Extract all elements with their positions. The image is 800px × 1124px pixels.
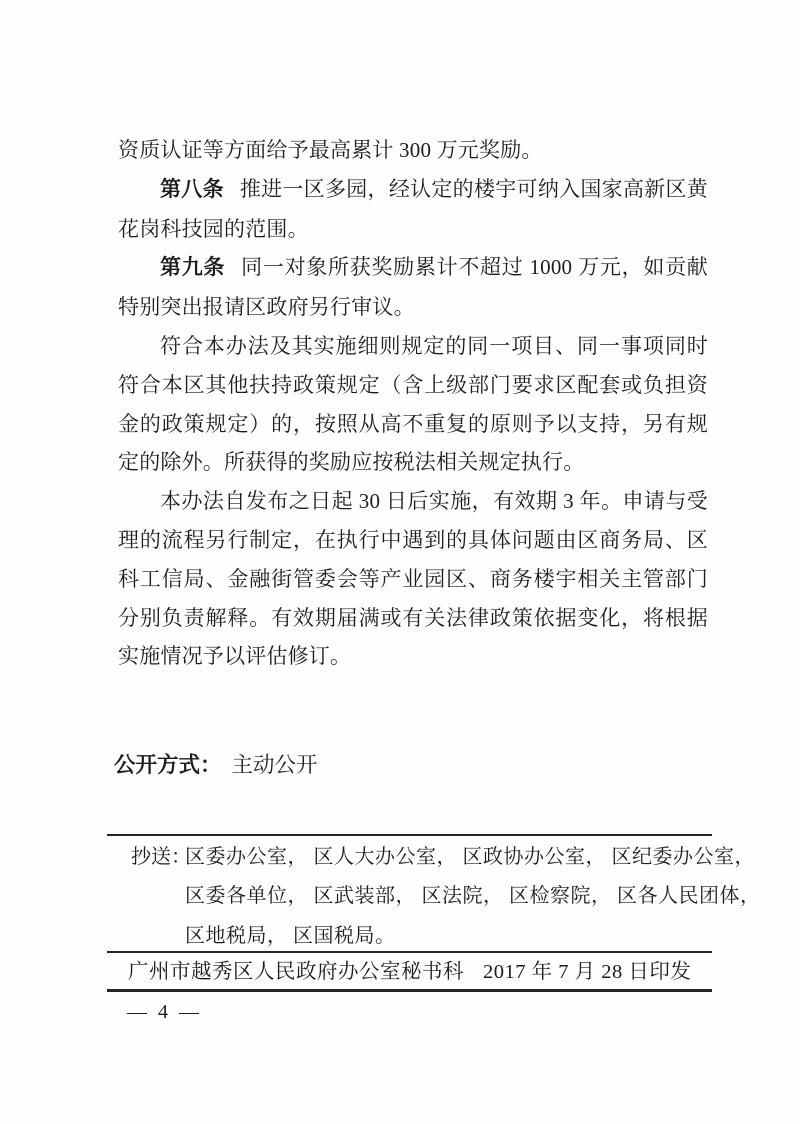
cc-line: 区委办公室， 区人大办公室， 区政协办公室， 区纪委办公室， xyxy=(185,846,755,868)
paragraph-continuation xyxy=(118,131,708,170)
cc-line: 区委各单位， 区武装部， 区法院， 区检察院， 区各人民团体， xyxy=(185,885,761,908)
document-body xyxy=(118,131,708,676)
cc-line: 区地税局， 区国税局。 xyxy=(185,924,396,947)
paragraph-text: 资质认证等方面给予最高累计 300 万元奖励。 xyxy=(118,138,543,162)
paragraph-text: 推进一区多园，经认定的楼宇可纳入国家高新区黄花岗科技园的范围。 xyxy=(118,176,708,241)
article-number-label: 第八条 xyxy=(160,177,224,201)
page-number: — 4 — xyxy=(127,1001,202,1023)
cc-label: 抄送： xyxy=(131,846,191,868)
imprint-date: 2017 年 7 月 28 日印发 xyxy=(483,961,692,983)
paragraph-overlap-rule xyxy=(118,327,708,482)
imprint-top-rule xyxy=(107,951,712,953)
cc-block-top-rule xyxy=(107,834,712,836)
disclosure-method-label: 公开方式： xyxy=(114,753,222,777)
disclosure-method-value: 主动公开 xyxy=(231,753,318,777)
paragraph-text: 本办法自发布之日起 30 日后实施，有效期 3 年。申请与受理的流程另行制定，在执行中遇到的具体问题由区商务局、区科工信局、金融街管委会等产业园区、商务楼宇相关主管部门分别负责解释。有效期届满或有关法律政策依据变化，将根据实施情况予以评估修订。 xyxy=(118,489,708,669)
paragraph-effective-period xyxy=(118,482,708,676)
article-number-label: 第九条 xyxy=(160,256,226,280)
paragraph-article-8 xyxy=(118,170,708,249)
imprint-issuer: 广州市越秀区人民政府办公室秘书科 xyxy=(128,961,464,983)
paragraph-text: 同一对象所获奖励累计不超过 1000 万元，如贡献特别突出报请区政府另行审议。 xyxy=(118,255,708,320)
cc-recipient-list xyxy=(185,838,761,956)
imprint-bottom-rule xyxy=(107,989,712,992)
paragraph-text: 符合本办法及其实施细则规定的同一项目、同一事项同时符合本区其他扶持政策规定（含上级部门要求区配套或负担资金的政策规定）的，按照从高不重复的原则予以支持，另有规定的除外。所获得的奖励应按税法相关规定执行。 xyxy=(118,333,708,475)
disclosure-method-line xyxy=(114,750,318,780)
paragraph-article-9 xyxy=(118,248,708,327)
